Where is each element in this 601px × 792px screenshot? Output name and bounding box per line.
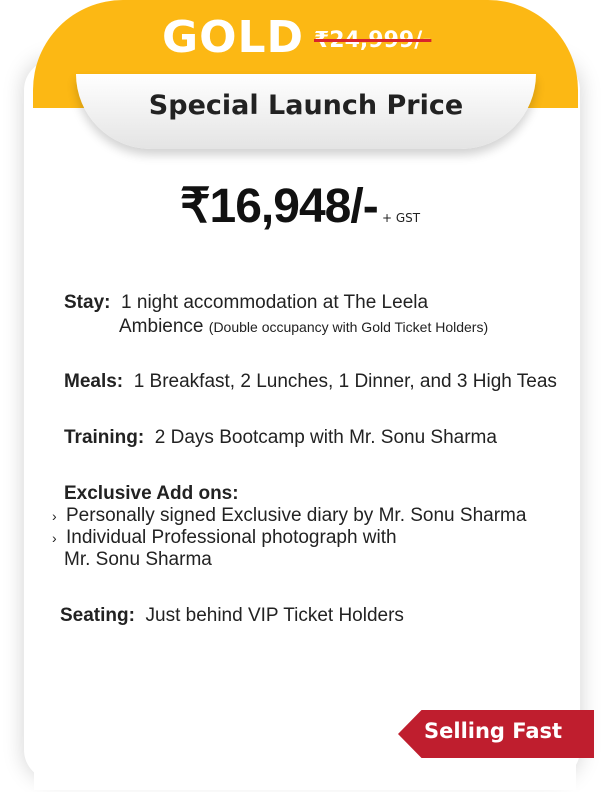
addon-text-1: Personally signed Exclusive diary by Mr. Sonu Sharma (66, 505, 527, 526)
special-launch-ribbon (76, 74, 536, 149)
launch-price: ₹16,948/- (180, 180, 378, 233)
addons-heading-row (64, 483, 239, 505)
stay-text: 1 night accommodation at The Leela (121, 292, 429, 313)
ribbon-label: Special Launch Price (148, 90, 464, 121)
chevron-right-icon: › (52, 508, 57, 524)
addons-label: Exclusive Add ons: (64, 483, 239, 504)
tier-title: GOLD (162, 12, 305, 63)
seating-label: Seating: (60, 605, 135, 626)
meals-label: Meals: (64, 371, 124, 392)
training-label: Training: (64, 427, 145, 448)
training-text: 2 Days Bootcamp with Mr. Sonu Sharma (154, 427, 497, 448)
selling-fast-label: Selling Fast (424, 719, 563, 743)
meals-row (64, 371, 557, 393)
seating-row (60, 605, 404, 627)
tax-note: + GST (382, 211, 421, 225)
addon-item-1 (52, 505, 527, 527)
addon-item-2-cont (64, 549, 212, 571)
addon-text-2: Individual Professional photograph with (66, 527, 397, 548)
addon-text-2b: Mr. Sonu Sharma (64, 549, 212, 570)
stay-note: (Double occupancy with Gold Ticket Holders) (208, 319, 489, 335)
stay-text-2: Ambience (119, 316, 204, 337)
training-row (64, 427, 497, 449)
chevron-right-icon: › (52, 530, 57, 546)
stay-label: Stay: (64, 292, 111, 313)
meals-text: 1 Breakfast, 2 Lunches, 1 Dinner, and 3 High Teas (133, 371, 557, 392)
old-price: ₹24,999/- (314, 28, 432, 53)
stay-row (64, 292, 428, 314)
addon-item-2 (52, 527, 397, 549)
stay-row-2 (119, 316, 488, 338)
seating-text: Just behind VIP Ticket Holders (145, 605, 404, 626)
